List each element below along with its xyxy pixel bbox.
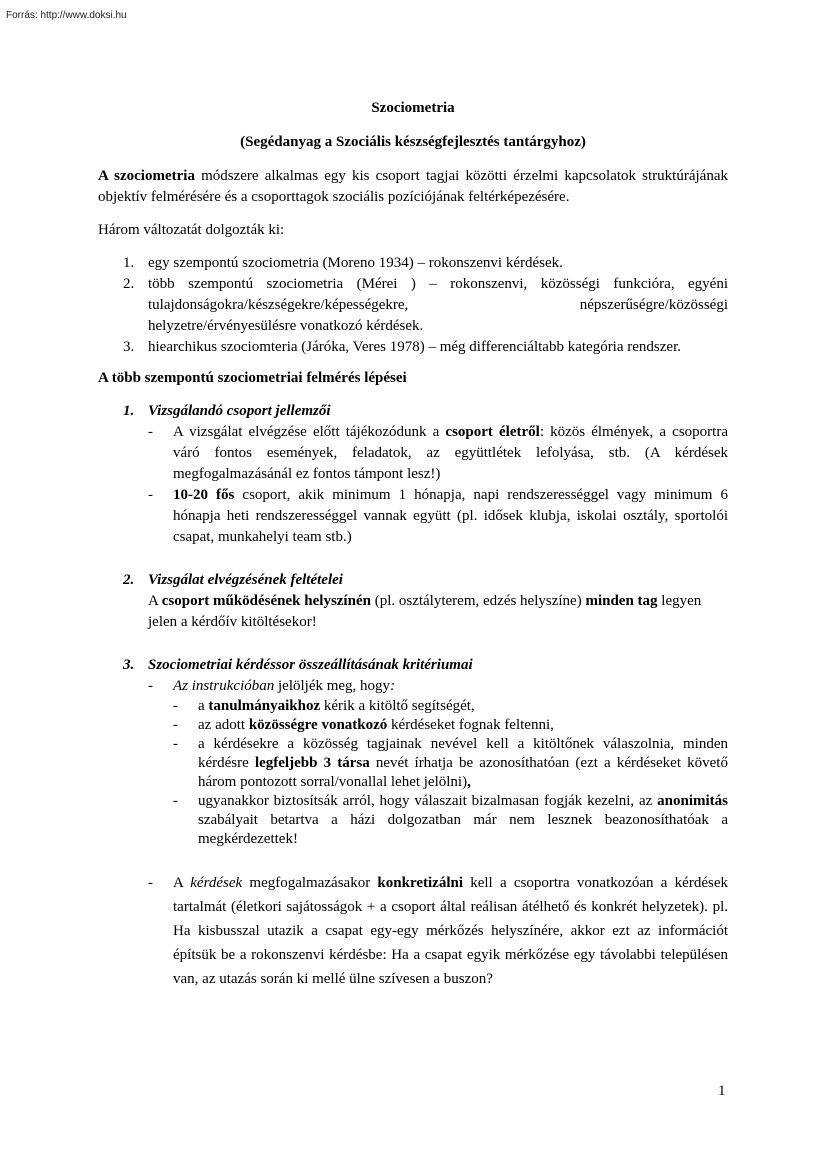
dash-bullet: -: [173, 736, 178, 752]
list-item: - 10-20 fős csoport, akik minimum 1 hónapja, napi rendszerességgel vagy minimum 6 hónapja heti rendszerességgel vannak együtt (pl. idősek klubja, iskolai osztály, sportolói csapat, munkahelyi team stb.): [148, 487, 728, 545]
list-text-line3: helyzetre/érvényesülésre vonatkozó kérdések.: [148, 318, 424, 334]
list-text: több szempontú szociometria (Mérei ) – rokonszenvi, közösségi funkcióra, egyéni: [148, 276, 728, 292]
list-text-line2: tulajdonságokra/készségekre/képességekre, népszerűségre/közösségi: [148, 297, 728, 313]
intro-text: módszere alkalmas egy kis csoport tagjai közötti érzelmi kapcsolatok struktúrájának objektív felmérésére és a csoporttagok szociális pozíciójának feltérképezésére.: [98, 168, 728, 205]
list-item: - ugyanakkor biztosítsák arról, hogy válaszait bizalmasan fogják kezelni, az anonimitás szabályait betartva a házi dolgozatban már nem lesznek beazonosíthatóak a megkérdezettek!: [173, 793, 728, 847]
section-title: Vizsgálandó csoport jellemzői: [148, 403, 331, 419]
list-item: - a tanulmányaikhoz kérik a kitöltő segítségét,: [173, 698, 475, 714]
section-2: [98, 570, 728, 633]
section-title: Szociometriai kérdéssor összeállításának kritériumai: [148, 657, 473, 673]
list-number: 2.: [123, 276, 135, 292]
list-item: [98, 274, 728, 337]
page-number: 1: [718, 1083, 726, 1099]
dash-bullet: -: [173, 793, 178, 809]
list-item: - a kérdésekre a közösség tagjainak nevével kell a kitöltőnek válaszolnia, minden kérdésre legfeljebb 3 társa nevét írhatja be azonosíthatóan (ezt a kérdéseket követő három pontozott sorral/vonallal lehet jelölni),: [173, 736, 728, 790]
variants-list: [98, 253, 728, 358]
steps-heading: A több szempontú szociometriai felmérés lépései: [98, 370, 407, 386]
list-item: - az adott közösségre vonatkozó kérdéseket fognak feltenni,: [173, 717, 554, 733]
list-item: [98, 337, 728, 358]
list-item: [98, 253, 728, 274]
list-item: - A vizsgálat elvégzése előtt tájékozódunk a csoport életről: közös élmények, a csoportra váró fontos események, feladatok, az együttlétek lefolyása, stb. (A kérdések megfogalmazásánál ez fontos támpont lesz!): [148, 424, 728, 482]
list-text: hiearchikus szociomteria (Járóka, Veres 1978) – még differenciáltabb kategória rendszer.: [148, 339, 681, 355]
list-text: egy szempontú szociometria (Moreno 1934) – rokonszenvi kérdések.: [148, 255, 563, 271]
dash-bullet: -: [148, 875, 153, 891]
dash-bullet: -: [173, 698, 178, 714]
list-number: 1.: [123, 255, 135, 271]
intro-paragraph: [98, 166, 728, 208]
dash-bullet: -: [148, 678, 153, 694]
dash-bullet: -: [148, 487, 153, 503]
questions-paragraph: - A kérdések megfogalmazásakor konkretizálni kell a csoportra vonatkozóan a kérdések tartalmát (életkori sajátosságok + a csoport által reálisan átélhető és konkrét helyzetek). pl. Ha kisbusszal utazik a csapat egy-egy mérkőzés helyszínére, akkor ezt az információt építsük be a rokonszenvi kérdésbe: Ha a csapat egyik mérkőzése egy távolabbi településen van, az utazás során ki mellé ülne szívesen a buszon?: [98, 871, 728, 991]
intro-bold: A szociometria: [98, 168, 195, 184]
section-1: [98, 401, 728, 548]
source-url: Forrás: http://www.doksi.hu: [6, 10, 127, 21]
section-title: Vizsgálat elvégzésének feltételei: [148, 572, 343, 588]
instruction-line: - Az instrukcióban jelöljék meg, hogy:: [148, 676, 728, 697]
section-number: 2.: [123, 572, 135, 588]
section-number: 1.: [123, 403, 135, 419]
section-text: A csoport működésének helyszínén (pl. osztályterem, edzés helyszíne) minden tag legyen jelen a kérdőív kitöltésekor!: [148, 593, 702, 630]
variants-intro: Három változatát dolgozták ki:: [98, 222, 285, 238]
section-3: [98, 655, 728, 697]
document-body: [98, 98, 728, 991]
dash-bullet: -: [173, 717, 178, 733]
list-number: 3.: [123, 339, 135, 355]
dash-bullet: -: [148, 424, 153, 440]
section-number: 3.: [123, 657, 135, 673]
page-title: Szociometria: [371, 100, 455, 116]
page-subtitle: (Segédanyag a Szociális készségfejlesztés tantárgyhoz): [240, 134, 586, 150]
